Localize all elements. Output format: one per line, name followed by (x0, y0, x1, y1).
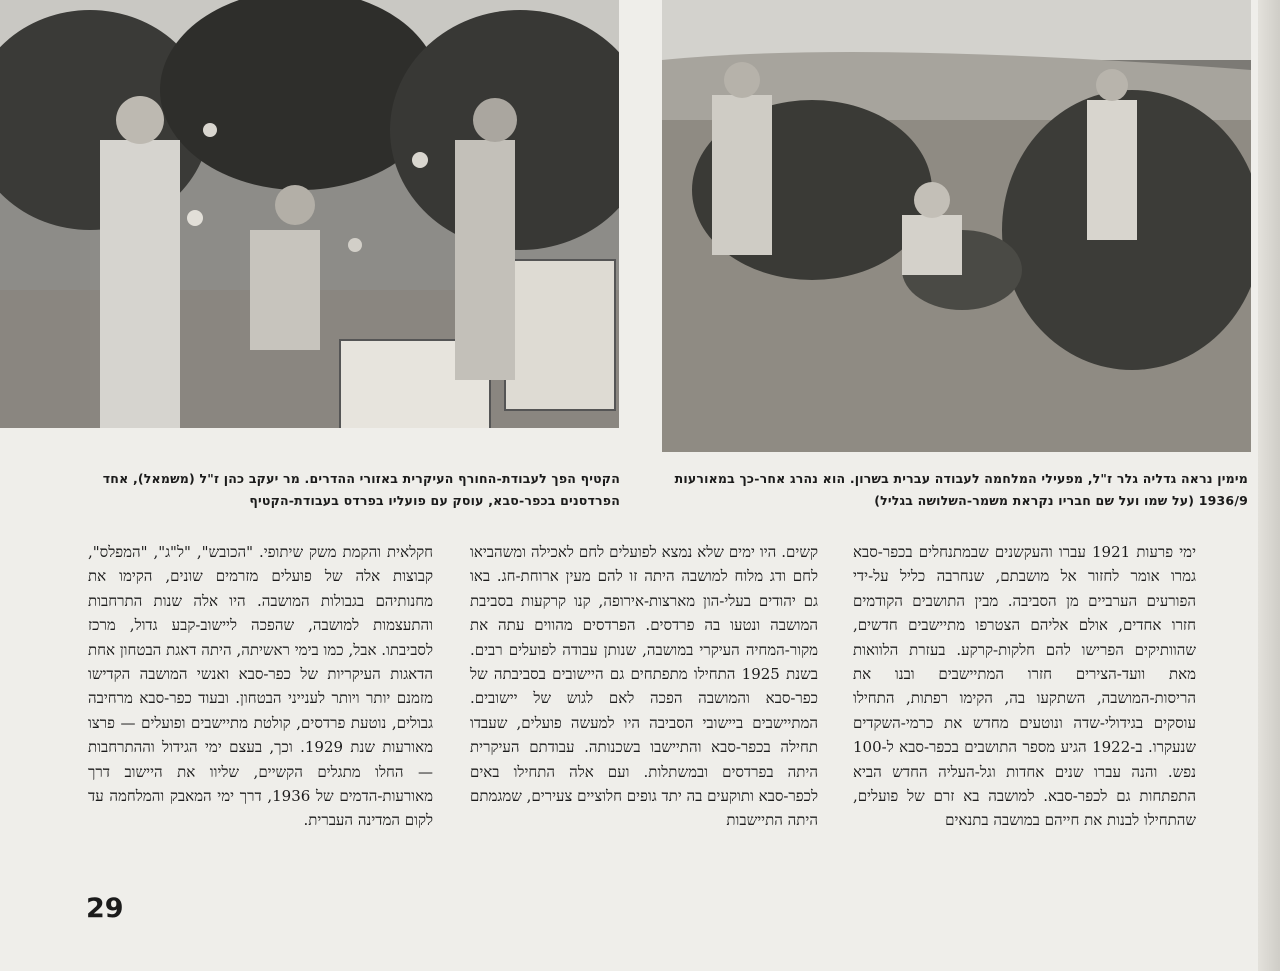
fieldworkers-illustration (662, 0, 1251, 452)
left-photo-caption: הקטיף הפך לעבודת-החורף העיקרית באזורי ההדרים. מר יעקב כהן ז"ל (משמאל), אחד הפרדסנים בכפר-סבא, עוסק עם פועליו בפרדס בעבודת-הקטיף (102, 471, 620, 508)
page-number: 29 (86, 893, 124, 924)
right-photo-caption: מימין נראה גדליה גלר ז"ל, מפעילי המלחמה לעבודה עברית בשרון. הוא נהרג אחר-כך במאורעות 1936/9 (על שמו ועל שם חבריו נקראת משמר-השלושה בגליל) (674, 471, 1248, 508)
orchard-harvest-illustration (0, 0, 619, 428)
orchard-harvest-photo (0, 0, 619, 428)
page-edge (1258, 0, 1280, 971)
article-column-3: חקלאית והקמת משק שיתופי. "הכובש", "ל"ג", "המפלס", קבוצות אלה של פועלים מזרמים שונים, הקימו את מחנותיהם בגבולות המושבה. היו אלה שנות התרחבות והתעצמות למושבה, שהפכה ליישוב-קבע גדול, מרכז לסביבתו. אבל, כמו בימי ראשיתה, היתה דאגת הבטחון אחת הדאגות העיקריות של כפר-סבא ואנשי המושבה הקדישו מזמנם יותר ויותר לענייני הבטחון. ובעוד כפר-סבא מרחיבה גבולים, נוטעת פרדסים, קולטת מתיישבים ופועלים — פרצו מאורעות שנת 1929. וכך, בעצם ימי הגידול וההתרחבות — החלו מתגלים הקשיים, שליוו את היישוב דרך מאורעות-הדמים של 1936, דרך ימי המאבק והמלחמה עד לקום המדינה העברית. (88, 543, 433, 830)
article-column-2: קשים. היו ימים שלא נמצא לפועלים לחם לאכילה ומשהביאו לחם ודג מלוח למושבה היתה זו להם מעין ארוחת-חג. באו גם יהודים בעלי-הון מארצות-אירופה, קנו קרקעות בסביבת המושבה ונטעו בה פרדסים. הפרדסים מהווים עתה את מקור-המחיה העיקרי במושבה, שנותן עבודה לפועלים רבים. בשנת 1925 התחילו מתפתחים גם היישובים בסביבתה של כפר-סבא והמושבה הפכה לאם לגוש של יישובים. המתיישבים ביישובי הסביבה היו למעשה פועלים, שעבדו תחילה בכפר-סבא והתיישבו בשכנותה. עבודתם העיקרית היתה בפרדסים ובמשתלות. ועם אלה התחילו באים לכפר-סבא ותוקעים בה יתד גופים חלוציים צעירים, שמגמתם היתה התיישבות (470, 543, 818, 830)
article-column-1: ימי פרעות 1921 עברו והעקשנים שבמתנחלים בכפר-סבא גמרו אומר לחזור אל מושבתם, שנחרבה כליל על-ידי הפורעים הערביים מן הסביבה. מבין התושבים הקודמים חזרו אחדים, אולם אליהם הצטרפו מתיישבים חדשים, שהוותיקים הפרישו להם חלקות-קרקע. בעזרת הלוואות מאת וועד-הצירים חזרו המתיישבים ובנו את הריסות-המושבה, השתקעו בה, הקימו רפתות, התחילו עוסקים בגידולי-שדה ונוטעים מחדש את כרמי-השקדים שנעקרו. ב-1922 הגיע מספר התושבים בכפר-סבא ל-100 נפש. והנה עברו שנים אחדות וגל-העליה החדש הביא התפתחות גם לכפר-סבא. למושבה בא זרם של פועלים, שהתחילו לבנות את חייהם במושבה בתנאים (853, 543, 1197, 830)
fieldworkers-photo (662, 0, 1251, 452)
